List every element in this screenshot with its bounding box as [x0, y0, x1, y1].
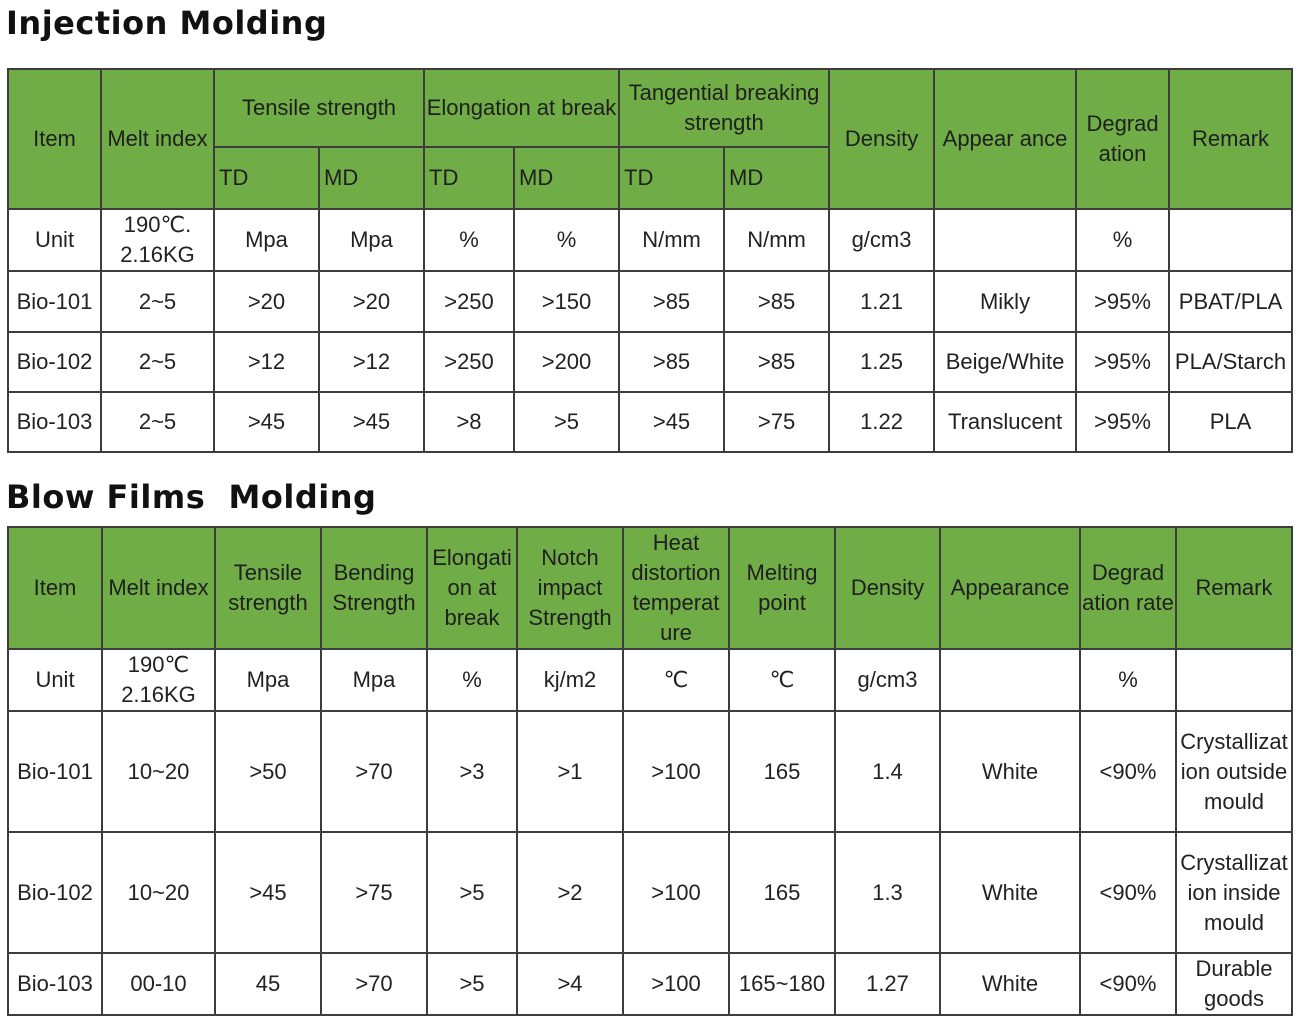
- cell-c4: >12: [319, 332, 424, 392]
- cell-appearance: Mikly: [934, 271, 1076, 332]
- table-row: [8, 332, 1292, 392]
- header-melt-index: Melt index: [101, 69, 214, 209]
- header-remark: Remark: [1176, 527, 1292, 649]
- cell-c7: >85: [619, 271, 724, 332]
- cell-c7: >45: [619, 392, 724, 452]
- cell-degradation: >95%: [1076, 271, 1169, 332]
- cell-c7: >100: [623, 832, 729, 953]
- cell-c5: >5: [427, 953, 517, 1015]
- cell-degradation: <90%: [1080, 711, 1176, 832]
- cell-melt-index: 190℃. 2.16KG: [101, 209, 214, 271]
- header-tangential-md: MD: [724, 147, 829, 209]
- cell-item: Bio-103: [8, 392, 101, 452]
- injection-molding-title: Injection Molding: [6, 4, 328, 42]
- cell-c4: >70: [321, 953, 427, 1015]
- header-melt-index: Melt index: [102, 527, 215, 649]
- cell-c5: %: [427, 649, 517, 711]
- cell-c7: N/mm: [619, 209, 724, 271]
- cell-c6: kj/m2: [517, 649, 623, 711]
- cell-c8: >85: [724, 332, 829, 392]
- cell-remark: [1176, 649, 1292, 711]
- cell-c3: >12: [214, 332, 319, 392]
- cell-melt-index: 2~5: [101, 392, 214, 452]
- cell-appearance: Translucent: [934, 392, 1076, 452]
- cell-item: Unit: [8, 209, 101, 271]
- cell-density: g/cm3: [829, 209, 934, 271]
- cell-degradation: %: [1080, 649, 1176, 711]
- header-tensile-strength: Tensile strength: [214, 69, 424, 147]
- cell-appearance: [940, 649, 1080, 711]
- cell-item: Bio-103: [8, 953, 102, 1015]
- header-item: Item: [8, 69, 101, 209]
- header-tensile-md: MD: [319, 147, 424, 209]
- cell-c3: >20: [214, 271, 319, 332]
- header-density: Density: [835, 527, 940, 649]
- cell-c4: Mpa: [321, 649, 427, 711]
- cell-density: 1.25: [829, 332, 934, 392]
- header-tangential-td: TD: [619, 147, 724, 209]
- cell-appearance: [934, 209, 1076, 271]
- cell-c5: >250: [424, 332, 514, 392]
- cell-c5: >8: [424, 392, 514, 452]
- cell-remark: PLA/Starch: [1169, 332, 1292, 392]
- cell-c5: >5: [427, 832, 517, 953]
- cell-density: 1.4: [835, 711, 940, 832]
- cell-melt-index: 190℃ 2.16KG: [102, 649, 215, 711]
- cell-c6: >4: [517, 953, 623, 1015]
- table-row: [8, 271, 1292, 332]
- cell-c8: ℃: [729, 649, 835, 711]
- header-elongation-at-break: Elongati on at break: [427, 527, 517, 649]
- cell-item: Unit: [8, 649, 102, 711]
- injection-molding-table: [7, 68, 1293, 453]
- cell-c8: >85: [724, 271, 829, 332]
- cell-c3: >45: [215, 832, 321, 953]
- cell-melt-index: 00-10: [102, 953, 215, 1015]
- cell-c6: >150: [514, 271, 619, 332]
- header-notch-impact-strength: Notch impact Strength: [517, 527, 623, 649]
- cell-remark: PLA: [1169, 392, 1292, 452]
- cell-density: 1.21: [829, 271, 934, 332]
- header-bending-strength: Bending Strength: [321, 527, 427, 649]
- cell-appearance: Beige/White: [934, 332, 1076, 392]
- cell-c8: N/mm: [724, 209, 829, 271]
- cell-c7: >85: [619, 332, 724, 392]
- cell-c4: Mpa: [319, 209, 424, 271]
- header-elongation-at-break: Elongation at break: [424, 69, 619, 147]
- header-heat-distortion-temperature: Heat distortion temperat ure: [623, 527, 729, 649]
- cell-item: Bio-102: [8, 832, 102, 953]
- cell-remark: Durable goods: [1176, 953, 1292, 1015]
- cell-c5: >3: [427, 711, 517, 832]
- cell-c3: >45: [214, 392, 319, 452]
- table-row: [8, 953, 1292, 1015]
- unit-row: [8, 649, 1292, 711]
- unit-row: [8, 209, 1292, 271]
- blow-films-molding-title: Blow Films Molding: [6, 478, 377, 516]
- cell-c5: >250: [424, 271, 514, 332]
- cell-remark: Crystallizat ion outside mould: [1176, 711, 1292, 832]
- cell-c6: %: [514, 209, 619, 271]
- header-degradation: Degrad ation: [1076, 69, 1169, 209]
- cell-c7: ℃: [623, 649, 729, 711]
- cell-c6: >5: [514, 392, 619, 452]
- cell-degradation: <90%: [1080, 953, 1176, 1015]
- header-tangential-breaking-strength: Tangential breaking strength: [619, 69, 829, 147]
- cell-c7: >100: [623, 953, 729, 1015]
- cell-c8: 165~180: [729, 953, 835, 1015]
- cell-degradation: >95%: [1076, 392, 1169, 452]
- cell-c6: >2: [517, 832, 623, 953]
- cell-c7: >100: [623, 711, 729, 832]
- header-item: Item: [8, 527, 102, 649]
- header-tensile-strength: Tensile strength: [215, 527, 321, 649]
- cell-melt-index: 10~20: [102, 711, 215, 832]
- header-elongation-md: MD: [514, 147, 619, 209]
- cell-density: 1.3: [835, 832, 940, 953]
- header-density: Density: [829, 69, 934, 209]
- cell-remark: Crystallizat ion inside mould: [1176, 832, 1292, 953]
- header-appearance: Appear ance: [934, 69, 1076, 209]
- cell-item: Bio-101: [8, 271, 101, 332]
- cell-c8: >75: [724, 392, 829, 452]
- cell-density: 1.22: [829, 392, 934, 452]
- cell-c4: >20: [319, 271, 424, 332]
- table-row: [8, 711, 1292, 832]
- cell-c6: >1: [517, 711, 623, 832]
- cell-item: Bio-102: [8, 332, 101, 392]
- cell-appearance: White: [940, 953, 1080, 1015]
- header-tensile-td: TD: [214, 147, 319, 209]
- table-row: [8, 832, 1292, 953]
- cell-c3: Mpa: [214, 209, 319, 271]
- header-remark: Remark: [1169, 69, 1292, 209]
- cell-c4: >45: [319, 392, 424, 452]
- header-degradation-rate: Degrad ation rate: [1080, 527, 1176, 649]
- cell-density: 1.27: [835, 953, 940, 1015]
- table-row: [8, 392, 1292, 452]
- cell-remark: [1169, 209, 1292, 271]
- cell-c4: >70: [321, 711, 427, 832]
- cell-appearance: White: [940, 832, 1080, 953]
- cell-melt-index: 2~5: [101, 332, 214, 392]
- header-melting-point: Melting point: [729, 527, 835, 649]
- blow-films-molding-table: [7, 526, 1293, 1016]
- header-elongation-td: TD: [424, 147, 514, 209]
- cell-degradation: >95%: [1076, 332, 1169, 392]
- cell-item: Bio-101: [8, 711, 102, 832]
- cell-appearance: White: [940, 711, 1080, 832]
- cell-c8: 165: [729, 832, 835, 953]
- cell-c3: Mpa: [215, 649, 321, 711]
- cell-degradation: <90%: [1080, 832, 1176, 953]
- cell-degradation: %: [1076, 209, 1169, 271]
- cell-melt-index: 2~5: [101, 271, 214, 332]
- cell-c5: %: [424, 209, 514, 271]
- cell-melt-index: 10~20: [102, 832, 215, 953]
- cell-c8: 165: [729, 711, 835, 832]
- cell-density: g/cm3: [835, 649, 940, 711]
- cell-remark: PBAT/PLA: [1169, 271, 1292, 332]
- header-appearance: Appearance: [940, 527, 1080, 649]
- cell-c6: >200: [514, 332, 619, 392]
- cell-c3: >50: [215, 711, 321, 832]
- cell-c3: 45: [215, 953, 321, 1015]
- cell-c4: >75: [321, 832, 427, 953]
